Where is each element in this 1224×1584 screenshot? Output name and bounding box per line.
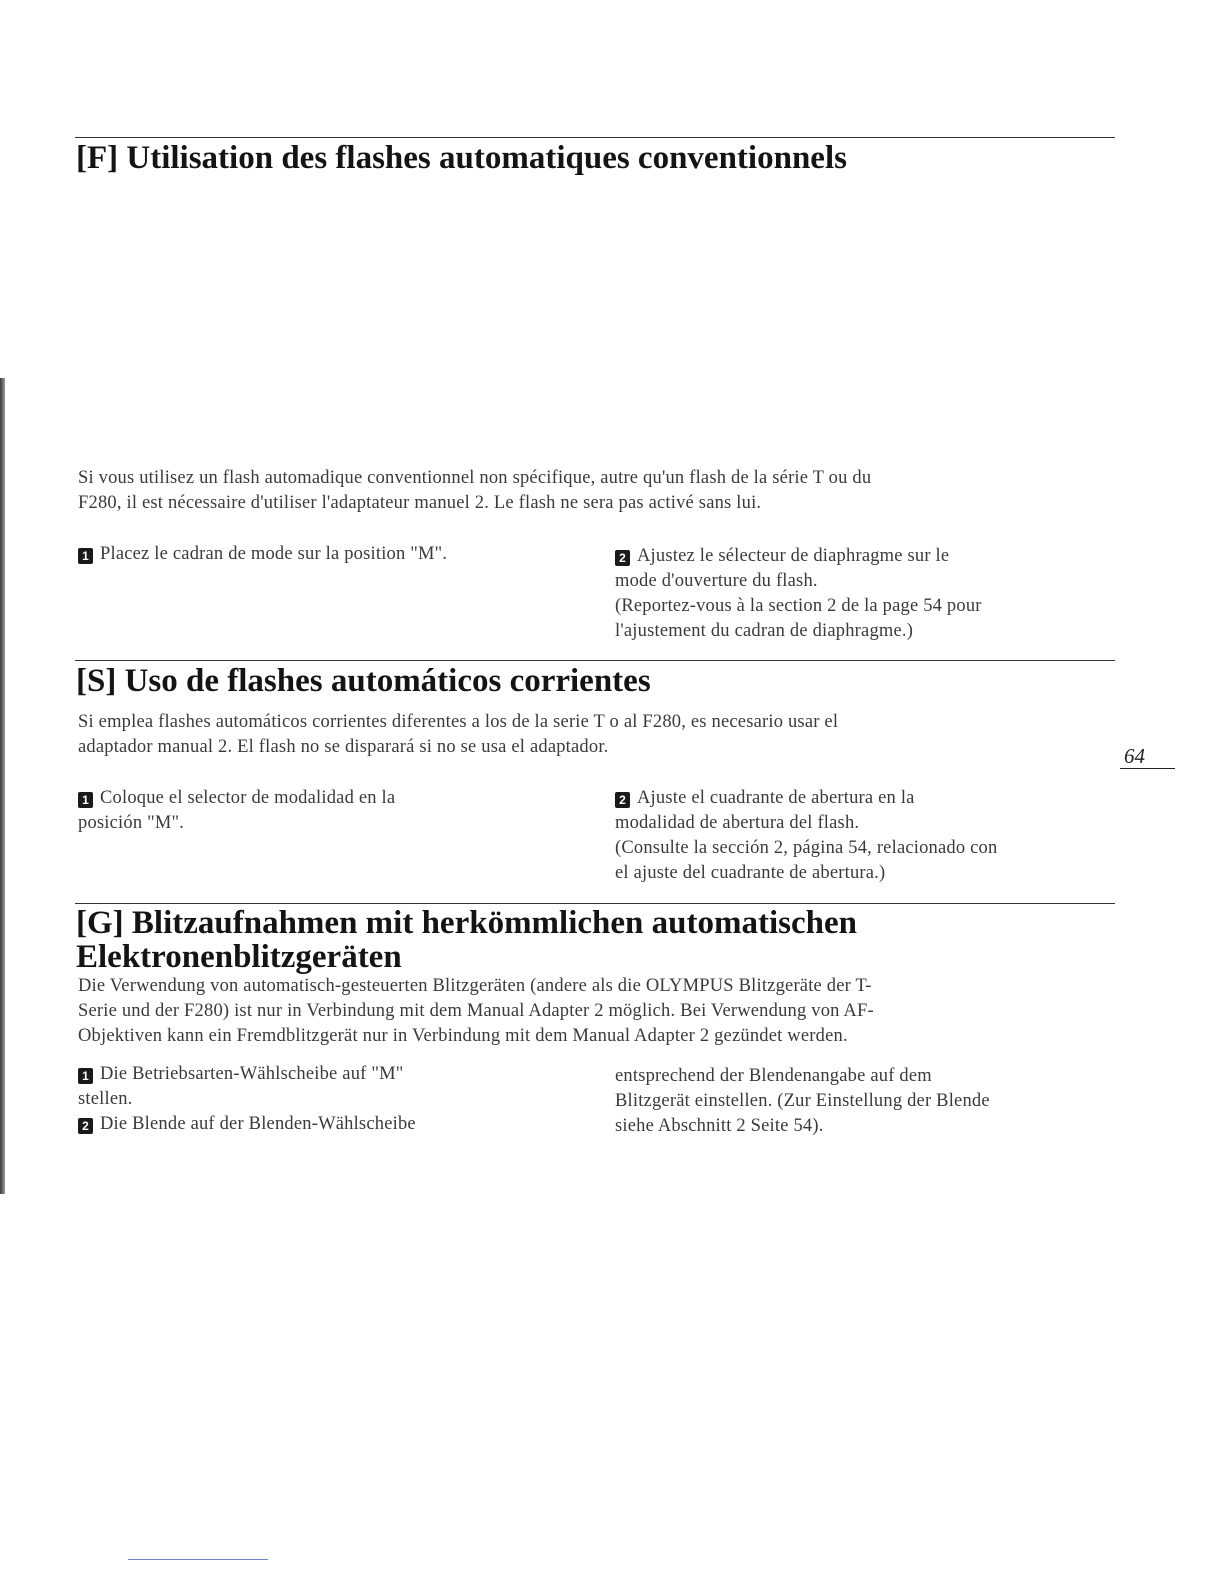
section-g-step-2-continued-line-3: siehe Abschnitt 2 Seite 54). bbox=[615, 1116, 824, 1136]
page-number-rule bbox=[1120, 768, 1175, 769]
section-f-step-2-line-2: mode d'ouverture du flash. bbox=[615, 571, 818, 591]
section-f-step-2-line-4: l'ajustement du cadran de diaphragme.) bbox=[615, 621, 914, 641]
section-g-intro-line-2: Serie und der F280) ist nur in Verbindung mit dem Manual Adapter 2 möglich. Bei Verwendung von AF- bbox=[78, 1001, 874, 1021]
section-f-step-2-line-3: (Reportez-vous à la section 2 de la page 54 pour bbox=[615, 596, 982, 616]
section-s-step-1-line-1: Coloque el selector de modalidad en la bbox=[100, 788, 396, 808]
section-g-intro bbox=[78, 974, 874, 1049]
step-2-marker: 2 bbox=[78, 1118, 93, 1134]
section-s-intro-line-2: adaptador manual 2. El flash no se disparará si no se usa el adaptador. bbox=[78, 737, 609, 757]
section-s-step-2-line-2: modalidad de abertura del flash. bbox=[615, 813, 860, 833]
section-s-intro-line-1: Si emplea flashes automáticos corrientes diferentes a los de la serie T o al F280, es necesario usar el bbox=[78, 712, 839, 732]
section-f-intro-line-1: Si vous utilisez un flash automadique conventionnel non spécifique, autre qu'un flash de la série T ou du bbox=[78, 468, 872, 488]
step-1-marker: 1 bbox=[78, 548, 93, 564]
section-g-intro-line-1: Die Verwendung von automatisch-gesteuerten Blitzgeräten (andere als die OLYMPUS Blitzgeräte der T- bbox=[78, 976, 872, 996]
section-g-step-1-line-2: stellen. bbox=[78, 1089, 133, 1109]
section-s-step-2-line-3: (Consulte la sección 2, página 54, relacionado con bbox=[615, 838, 998, 858]
section-g-heading-line-1: [G] Blitzaufnahmen mit herkömmlichen automatischen bbox=[76, 905, 857, 941]
section-s-rule bbox=[75, 660, 1115, 661]
section-f-intro-line-2: F280, il est nécessaire d'utiliser l'adaptateur manuel 2. Le flash ne sera pas activé sans lui. bbox=[78, 493, 762, 513]
section-g-heading-line-2: Elektronenblitzgeräten bbox=[76, 939, 402, 975]
section-f-heading: [F] Utilisation des flashes automatiques conventionnels bbox=[76, 140, 847, 176]
step-1-marker: 1 bbox=[78, 1068, 93, 1084]
page-number: 64 bbox=[1124, 744, 1145, 768]
section-g-intro-line-3: Objektiven kann ein Fremdblitzgerät nur in Verbindung mit dem Manual Adapter 2 gezündet werden. bbox=[78, 1026, 848, 1046]
section-g-step-2-continued-line-1: entsprechend der Blendenangabe auf dem bbox=[615, 1066, 932, 1086]
section-f-step-2 bbox=[615, 544, 1115, 644]
section-s-step-2 bbox=[615, 786, 1135, 886]
section-g-step-2-continued bbox=[615, 1064, 1135, 1139]
step-1-marker: 1 bbox=[78, 792, 93, 808]
section-s-step-1 bbox=[78, 786, 578, 836]
section-g-step-2-continued-line-2: Blitzgerät einstellen. (Zur Einstellung der Blende bbox=[615, 1091, 990, 1111]
section-s-heading: [S] Uso de flashes automáticos corrientes bbox=[76, 663, 651, 699]
footer-rule bbox=[128, 1559, 268, 1560]
section-s-step-2-line-1: Ajuste el cuadrante de abertura en la bbox=[637, 788, 915, 808]
step-2-marker: 2 bbox=[615, 550, 630, 566]
section-g-step-1-line-1: Die Betriebsarten-Wählscheibe auf "M" bbox=[100, 1064, 404, 1084]
binding-edge bbox=[0, 378, 5, 1194]
section-g-steps-left bbox=[78, 1062, 578, 1137]
section-s-step-1-line-2: posición "M". bbox=[78, 813, 185, 833]
section-f-step-1-line-1: Placez le cadran de mode sur la position "M". bbox=[100, 544, 448, 564]
step-2-marker: 2 bbox=[615, 792, 630, 808]
section-g-rule bbox=[75, 903, 1115, 904]
section-g-step-2-line-1: Die Blende auf der Blenden-Wählscheibe bbox=[100, 1114, 416, 1134]
section-f-rule bbox=[75, 137, 1115, 138]
section-s-intro bbox=[78, 710, 838, 760]
section-f-step-2-line-1: Ajustez le sélecteur de diaphragme sur le bbox=[637, 546, 950, 566]
section-f-intro bbox=[78, 466, 871, 516]
section-f-step-1 bbox=[78, 542, 578, 567]
section-s-step-2-line-4: el ajuste del cuadrante de abertura.) bbox=[615, 863, 886, 883]
